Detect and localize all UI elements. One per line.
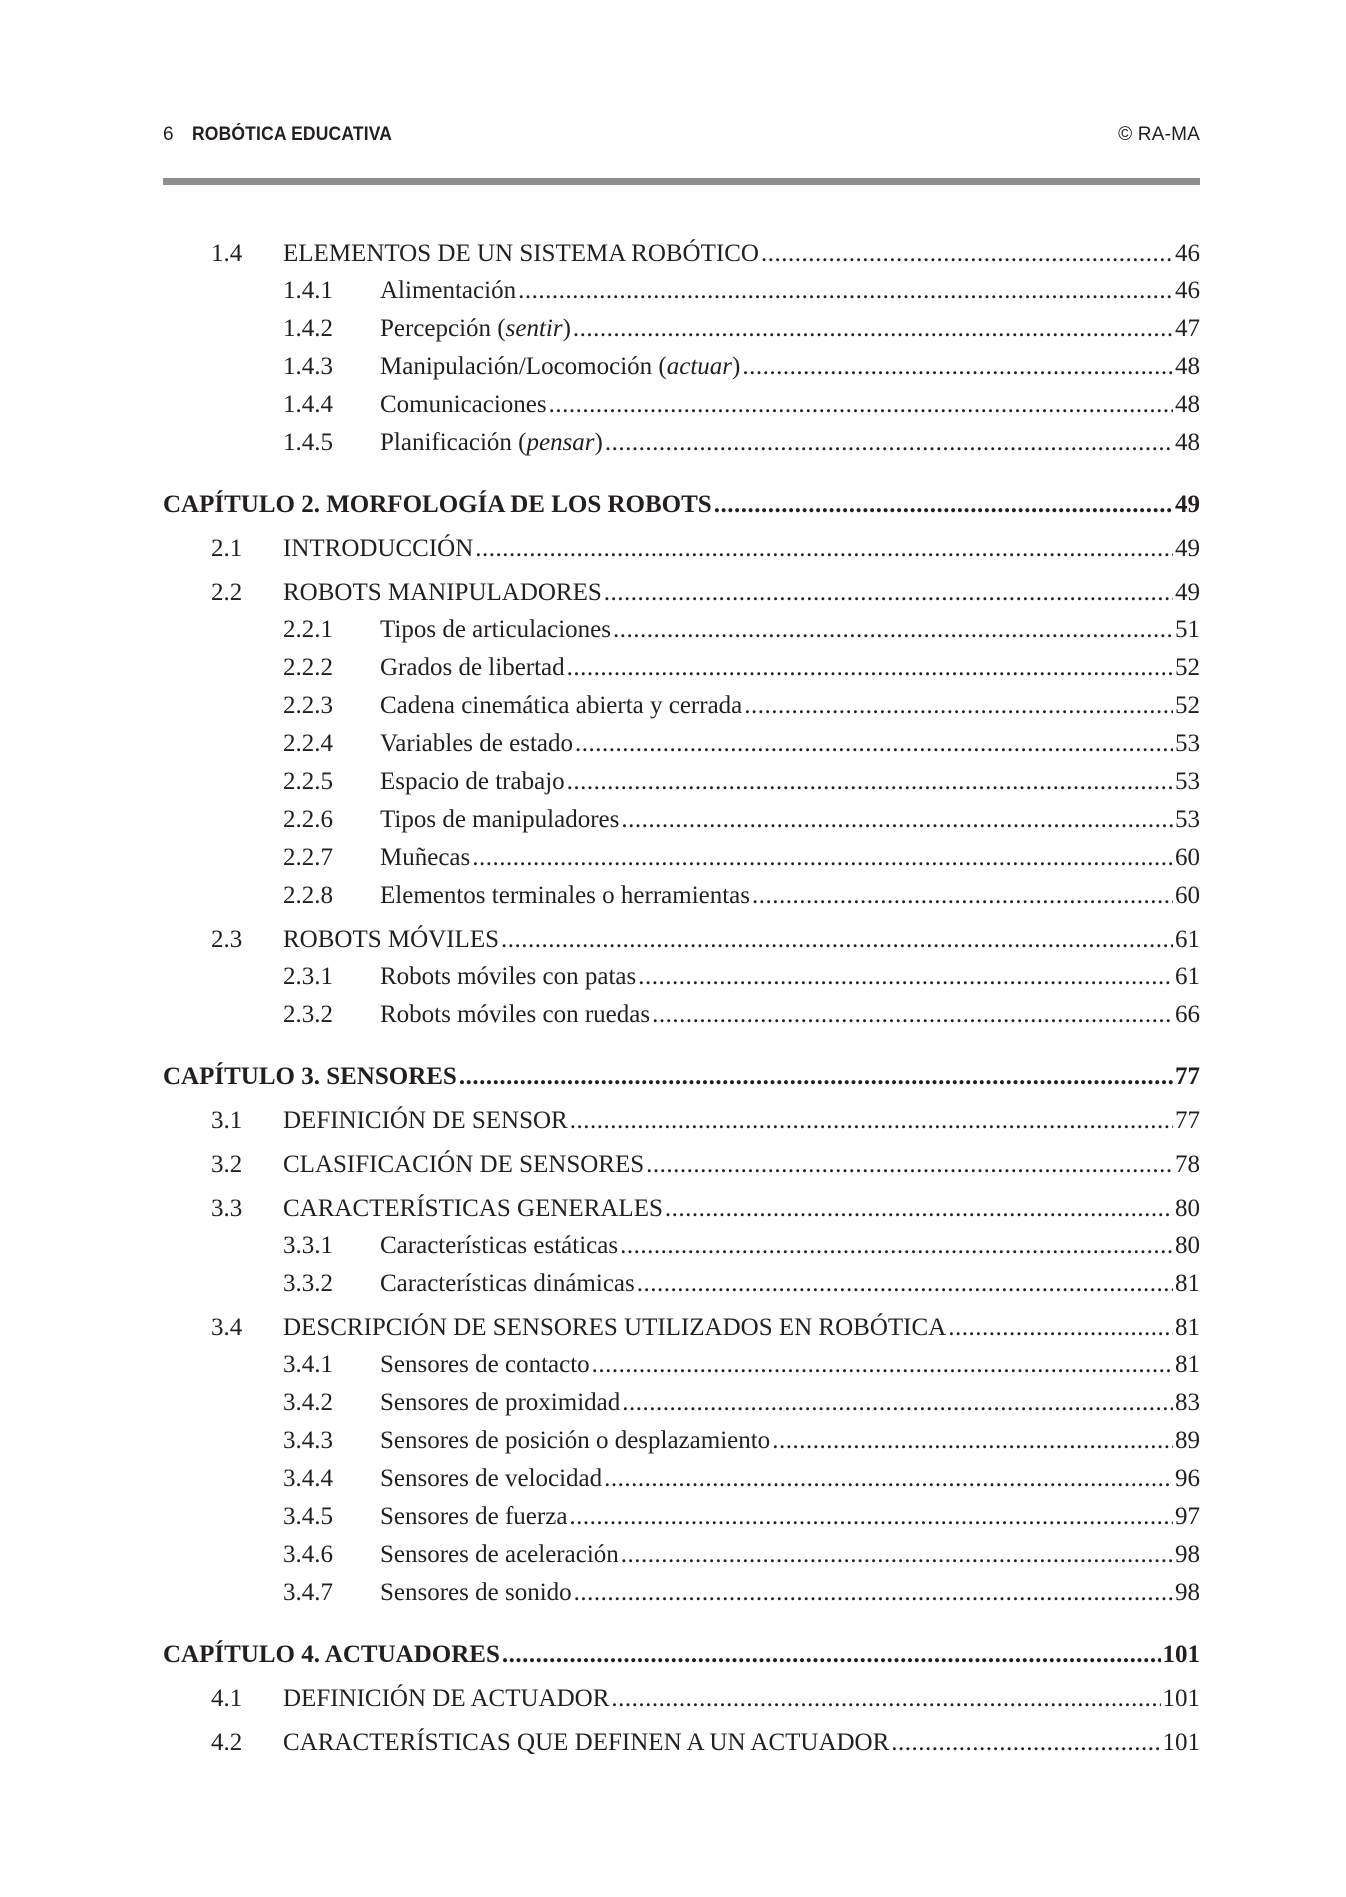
toc-entry-title: Tipos de manipuladores	[380, 806, 620, 833]
toc-entry-title: Sensores de aceleración	[380, 1541, 619, 1568]
toc-page-number: 77	[1175, 1107, 1200, 1134]
toc-chapter-row[interactable]	[163, 1637, 1200, 1673]
toc-entry-title: DEFINICIÓN DE ACTUADOR	[283, 1685, 610, 1712]
toc-entry-row[interactable]	[163, 1575, 1200, 1611]
toc-entry-title: Sensores de contacto	[380, 1351, 590, 1378]
toc-entry-row[interactable]	[163, 997, 1200, 1033]
dot-leader	[573, 311, 1173, 347]
dot-leader	[518, 273, 1173, 309]
dot-leader	[891, 1725, 1160, 1761]
toc-entry-row[interactable]	[163, 1310, 1200, 1346]
toc-entry-number: 2.2.8	[283, 882, 333, 909]
dot-leader	[570, 1103, 1173, 1139]
dot-leader	[592, 1347, 1173, 1383]
publisher-mark: © RA-MA	[1118, 124, 1200, 145]
toc-entry-title: Tipos de articulaciones	[380, 616, 611, 643]
toc-entry-number: 4.2	[211, 1729, 243, 1756]
toc-page-number: 47	[1175, 315, 1200, 342]
dot-leader	[502, 1637, 1161, 1673]
toc-page-number: 98	[1175, 1541, 1200, 1568]
toc-entry-title: CAPÍTULO 3. SENSORES	[163, 1063, 457, 1090]
dot-leader	[549, 387, 1173, 423]
toc-entry-row[interactable]	[163, 1103, 1200, 1139]
dot-leader	[638, 959, 1173, 995]
toc-entry-title: Muñecas	[380, 844, 471, 871]
toc-entry-number: 1.4.5	[283, 429, 333, 456]
dot-leader	[761, 236, 1173, 272]
toc-entry-title: Características estáticas	[380, 1232, 619, 1259]
dot-leader	[575, 726, 1173, 762]
dot-leader	[611, 1681, 1160, 1717]
toc-page-number: 78	[1175, 1151, 1200, 1178]
toc-entry-number: 2.2.6	[283, 806, 333, 833]
toc-entry-title: CLASIFICACIÓN DE SENSORES	[283, 1151, 645, 1178]
toc-entry-title: INTRODUCCIÓN	[283, 535, 474, 562]
toc-page-number: 98	[1175, 1579, 1200, 1606]
toc-entry-number: 1.4.1	[283, 277, 333, 304]
toc-entry-row[interactable]	[163, 878, 1200, 914]
toc-entry-number: 2.2.4	[283, 730, 333, 757]
book-title: ROBÓTICA EDUCATIVA	[191, 124, 392, 145]
dot-leader	[772, 1423, 1173, 1459]
toc-chapter-row[interactable]	[163, 1059, 1200, 1095]
toc-entry-title: DEFINICIÓN DE SENSOR	[283, 1107, 568, 1134]
toc-entry-title: Cadena cinemática abierta y cerrada	[380, 692, 743, 719]
toc-entry-number: 3.4.3	[283, 1427, 333, 1454]
toc-entry-number: 3.3.2	[283, 1270, 333, 1297]
toc-entry-number: 3.2	[211, 1151, 243, 1178]
toc-entry-title: Variables de estado	[380, 730, 573, 757]
dot-leader	[501, 922, 1173, 958]
toc-entry-row[interactable]	[163, 387, 1200, 423]
dot-leader	[621, 802, 1173, 838]
toc-entry-number: 1.4.4	[283, 391, 333, 418]
toc-page-number: 46	[1175, 240, 1200, 267]
toc-entry-row[interactable]	[163, 273, 1200, 309]
header-left	[163, 124, 409, 146]
dot-leader	[646, 1147, 1173, 1183]
toc-page-number: 61	[1175, 963, 1200, 990]
toc-entry-row[interactable]	[163, 688, 1200, 724]
toc-entry-row[interactable]	[163, 425, 1200, 461]
dot-leader	[574, 1575, 1173, 1611]
toc-entry-number: 2.3	[211, 926, 243, 953]
dot-leader	[459, 1059, 1173, 1095]
toc-entry-row[interactable]	[163, 349, 1200, 385]
dot-leader	[567, 650, 1173, 686]
toc-entry-title: Características dinámicas	[380, 1270, 635, 1297]
toc-entry-number: 3.4.1	[283, 1351, 333, 1378]
dot-leader	[620, 1228, 1173, 1264]
toc-entry-title: CAPÍTULO 2. MORFOLOGÍA DE LOS ROBOTS	[163, 491, 712, 518]
page-number: 6	[163, 124, 174, 145]
toc-entry-row[interactable]	[163, 236, 1200, 272]
toc-page-number: 81	[1175, 1351, 1200, 1378]
dot-leader	[752, 878, 1173, 914]
toc-page-number: 51	[1175, 616, 1200, 643]
toc-entry-title: Sensores de fuerza	[380, 1503, 568, 1530]
toc-entry-row[interactable]	[163, 840, 1200, 876]
toc-entry-number: 3.3	[211, 1195, 243, 1222]
toc-entry-title: Comunicaciones	[380, 391, 547, 418]
toc-chapter-row[interactable]	[163, 487, 1200, 523]
toc-entry-row[interactable]	[163, 650, 1200, 686]
dot-leader	[622, 1385, 1173, 1421]
toc-page-number: 52	[1175, 692, 1200, 719]
dot-leader	[948, 1310, 1173, 1346]
toc-entry-row[interactable]	[163, 959, 1200, 995]
dot-leader	[472, 840, 1173, 876]
toc-entry-title: Elementos terminales o herramientas	[380, 882, 751, 909]
toc-entry-row[interactable]	[163, 1499, 1200, 1535]
toc-entry-row[interactable]	[163, 802, 1200, 838]
toc-entry-number: 2.1	[211, 535, 243, 562]
toc-entry-number: 2.2	[211, 579, 243, 606]
toc-entry-title: ROBOTS MÓVILES	[283, 926, 499, 953]
toc-entry-title: Sensores de proximidad	[380, 1389, 621, 1416]
toc-page-number: 83	[1175, 1389, 1200, 1416]
toc-entry-row[interactable]	[163, 1385, 1200, 1421]
toc-entry-title: ELEMENTOS DE UN SISTEMA ROBÓTICO	[283, 240, 759, 267]
dot-leader	[637, 1266, 1173, 1302]
toc-entry-row[interactable]	[163, 1191, 1200, 1227]
toc-entry-number: 2.3.2	[283, 1001, 333, 1028]
dot-leader	[604, 1461, 1173, 1497]
toc-page-number: 77	[1175, 1063, 1200, 1090]
dot-leader	[744, 688, 1173, 724]
dot-leader	[665, 1191, 1173, 1227]
toc-page-number: 61	[1175, 926, 1200, 953]
toc-entry-title: CAPÍTULO 4. ACTUADORES	[163, 1641, 500, 1668]
toc-entry-row[interactable]	[163, 1266, 1200, 1302]
toc-entry-number: 3.1	[211, 1107, 243, 1134]
toc-page-number: 49	[1175, 535, 1200, 562]
toc-page-number: 97	[1175, 1503, 1200, 1530]
toc-entry-row[interactable]	[163, 612, 1200, 648]
dot-leader	[742, 349, 1173, 385]
dot-leader	[475, 531, 1173, 567]
toc-entry-number: 3.4.4	[283, 1465, 333, 1492]
toc-entry-title: DESCRIPCIÓN DE SENSORES UTILIZADOS EN ROBÓTICA	[283, 1314, 947, 1341]
toc-page-number: 53	[1175, 730, 1200, 757]
toc-page-number: 101	[1162, 1685, 1200, 1712]
toc-entry-title: CARACTERÍSTICAS QUE DEFINEN A UN ACTUADOR	[283, 1729, 890, 1756]
toc-entry-title: Robots móviles con patas	[380, 963, 637, 990]
toc-entry-number: 2.2.5	[283, 768, 333, 795]
toc-entry-number: 3.4.5	[283, 1503, 333, 1530]
toc-entry-row[interactable]	[163, 1681, 1200, 1717]
toc-entry-row[interactable]	[163, 726, 1200, 762]
toc-page-number: 96	[1175, 1465, 1200, 1492]
toc-entry-number: 2.2.3	[283, 692, 333, 719]
toc-entry-title: Sensores de posición o desplazamiento	[380, 1427, 771, 1454]
toc-entry-row[interactable]	[163, 1725, 1200, 1761]
toc-entry-row[interactable]	[163, 1147, 1200, 1183]
dot-leader	[569, 1499, 1173, 1535]
toc-entry-number: 4.1	[211, 1685, 243, 1712]
toc-entry-row[interactable]	[163, 531, 1200, 567]
toc-entry-number: 1.4.3	[283, 353, 333, 380]
toc-entry-number: 3.4	[211, 1314, 243, 1341]
toc-page-number: 66	[1175, 1001, 1200, 1028]
toc-entry-row[interactable]	[163, 575, 1200, 611]
toc-entry-title: ROBOTS MANIPULADORES	[283, 579, 602, 606]
toc-page-number: 60	[1175, 882, 1200, 909]
dot-leader	[604, 575, 1173, 611]
toc-page-number: 81	[1175, 1270, 1200, 1297]
toc-page-number: 49	[1175, 491, 1200, 518]
toc-page-number: 46	[1175, 277, 1200, 304]
dot-leader	[621, 1537, 1173, 1573]
header-rule	[163, 178, 1200, 185]
toc-entry-title: Percepción (sentir)	[380, 315, 571, 342]
toc-entry-title: Planificación (pensar)	[380, 429, 603, 456]
toc-entry-title: Alimentación	[380, 277, 517, 304]
toc-page-number: 89	[1175, 1427, 1200, 1454]
toc-entry-row[interactable]	[163, 1347, 1200, 1383]
toc-page-number: 101	[1162, 1641, 1200, 1668]
toc-page-number: 49	[1175, 579, 1200, 606]
dot-leader	[714, 487, 1173, 523]
toc-page-number: 48	[1175, 353, 1200, 380]
toc-page-number: 60	[1175, 844, 1200, 871]
toc-entry-number: 1.4.2	[283, 315, 333, 342]
toc-entry-number: 3.4.2	[283, 1389, 333, 1416]
toc-entry-title: Sensores de velocidad	[380, 1465, 603, 1492]
toc-entry-number: 3.3.1	[283, 1232, 333, 1259]
toc-entry-title: CARACTERÍSTICAS GENERALES	[283, 1195, 663, 1222]
toc-entry-number: 2.2.2	[283, 654, 333, 681]
toc-entry-number: 3.4.6	[283, 1541, 333, 1568]
toc-entry-row[interactable]	[163, 922, 1200, 958]
toc-entry-title: Sensores de sonido	[380, 1579, 572, 1606]
toc-page-number: 48	[1175, 391, 1200, 418]
dot-leader	[605, 425, 1173, 461]
dot-leader	[652, 997, 1173, 1033]
toc-page-number: 81	[1175, 1314, 1200, 1341]
toc-entry-number: 2.3.1	[283, 963, 333, 990]
toc-page-number: 53	[1175, 768, 1200, 795]
toc-entry-number: 1.4	[211, 240, 243, 267]
running-header	[163, 120, 1200, 150]
dot-leader	[567, 764, 1173, 800]
toc-entry-number: 2.2.1	[283, 616, 333, 643]
toc-entry-row[interactable]	[163, 1537, 1200, 1573]
toc-entry-number: 3.4.7	[283, 1579, 333, 1606]
toc-entry-row[interactable]	[163, 1423, 1200, 1459]
toc-page-number: 80	[1175, 1232, 1200, 1259]
toc-entry-title: Espacio de trabajo	[380, 768, 565, 795]
toc-page-number: 48	[1175, 429, 1200, 456]
dot-leader	[613, 612, 1173, 648]
toc-entry-number: 2.2.7	[283, 844, 333, 871]
toc-entry-row[interactable]	[163, 1461, 1200, 1497]
toc-entry-row[interactable]	[163, 764, 1200, 800]
toc-entry-title: Robots móviles con ruedas	[380, 1001, 651, 1028]
toc-entry-row[interactable]	[163, 311, 1200, 347]
toc-entry-title: Manipulación/Locomoción (actuar)	[380, 353, 741, 380]
toc-entry-title: Grados de libertad	[380, 654, 565, 681]
toc-page-number: 52	[1175, 654, 1200, 681]
toc-page-number: 80	[1175, 1195, 1200, 1222]
toc-page-number: 101	[1162, 1729, 1200, 1756]
toc-page-number: 53	[1175, 806, 1200, 833]
toc-entry-row[interactable]	[163, 1228, 1200, 1264]
